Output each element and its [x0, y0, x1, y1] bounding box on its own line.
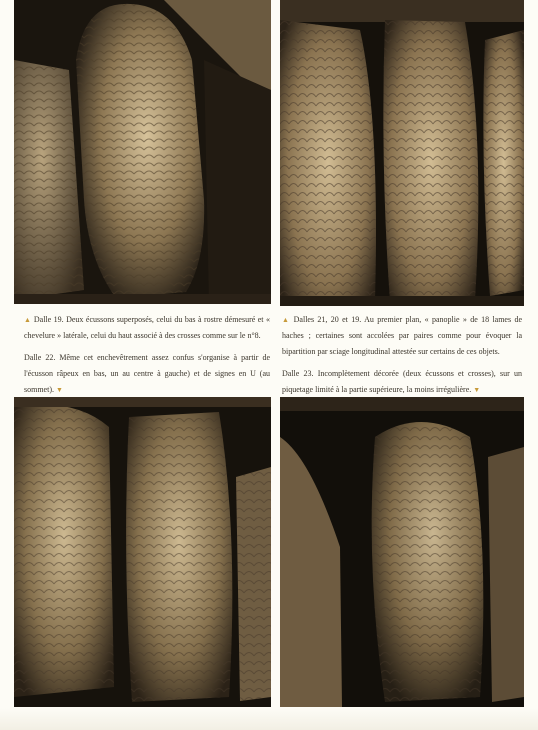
- photo-slabs-21-20-19: [280, 0, 524, 306]
- triangle-up-icon: ▲: [282, 316, 291, 324]
- caption-dalle-19-text: Dalle 19. Deux écussons superposés, celui du bas à rostre démesuré et « chevelure » latérale, celui du haut associé à des crosses comme sur le n°8.: [24, 315, 270, 340]
- caption-dalle-22: [24, 350, 270, 398]
- triangle-down-icon: ▼: [56, 386, 63, 394]
- caption-dalles-21-20-19-text: Dalles 21, 20 et 19. Au premier plan, « panoplie » de 18 lames de haches ; certaines sont accolées par paires comme pour évoquer la bipartition par sciage longitudinal attestée sur certains de ces objets.: [282, 315, 522, 356]
- photo-slab-22: [14, 397, 271, 707]
- page-bottom-margin: [0, 708, 538, 730]
- photo-slab-19: [14, 0, 271, 304]
- caption-dalle-22-text: Dalle 22. Même cet enchevêtrement assez confus s'organise à partir de l'écusson râpeux en bas, un au centre à gauche) et de signes en U (au sommet).: [24, 353, 270, 394]
- caption-dalle-23: [282, 366, 522, 398]
- caption-dalle-19: [24, 312, 270, 344]
- caption-block-left: [24, 312, 270, 398]
- caption-block-right: [282, 312, 522, 398]
- triangle-down-icon: ▼: [473, 386, 481, 394]
- caption-dalles-21-20-19: [282, 312, 522, 360]
- triangle-up-icon: ▲: [24, 316, 32, 324]
- caption-dalle-23-text: Dalle 23. Incomplètement décorée (deux écussons et crosses), sur un piquetage limité à la partie supérieure, la moins irrégulière.: [282, 369, 522, 394]
- photo-slab-23: [280, 397, 524, 707]
